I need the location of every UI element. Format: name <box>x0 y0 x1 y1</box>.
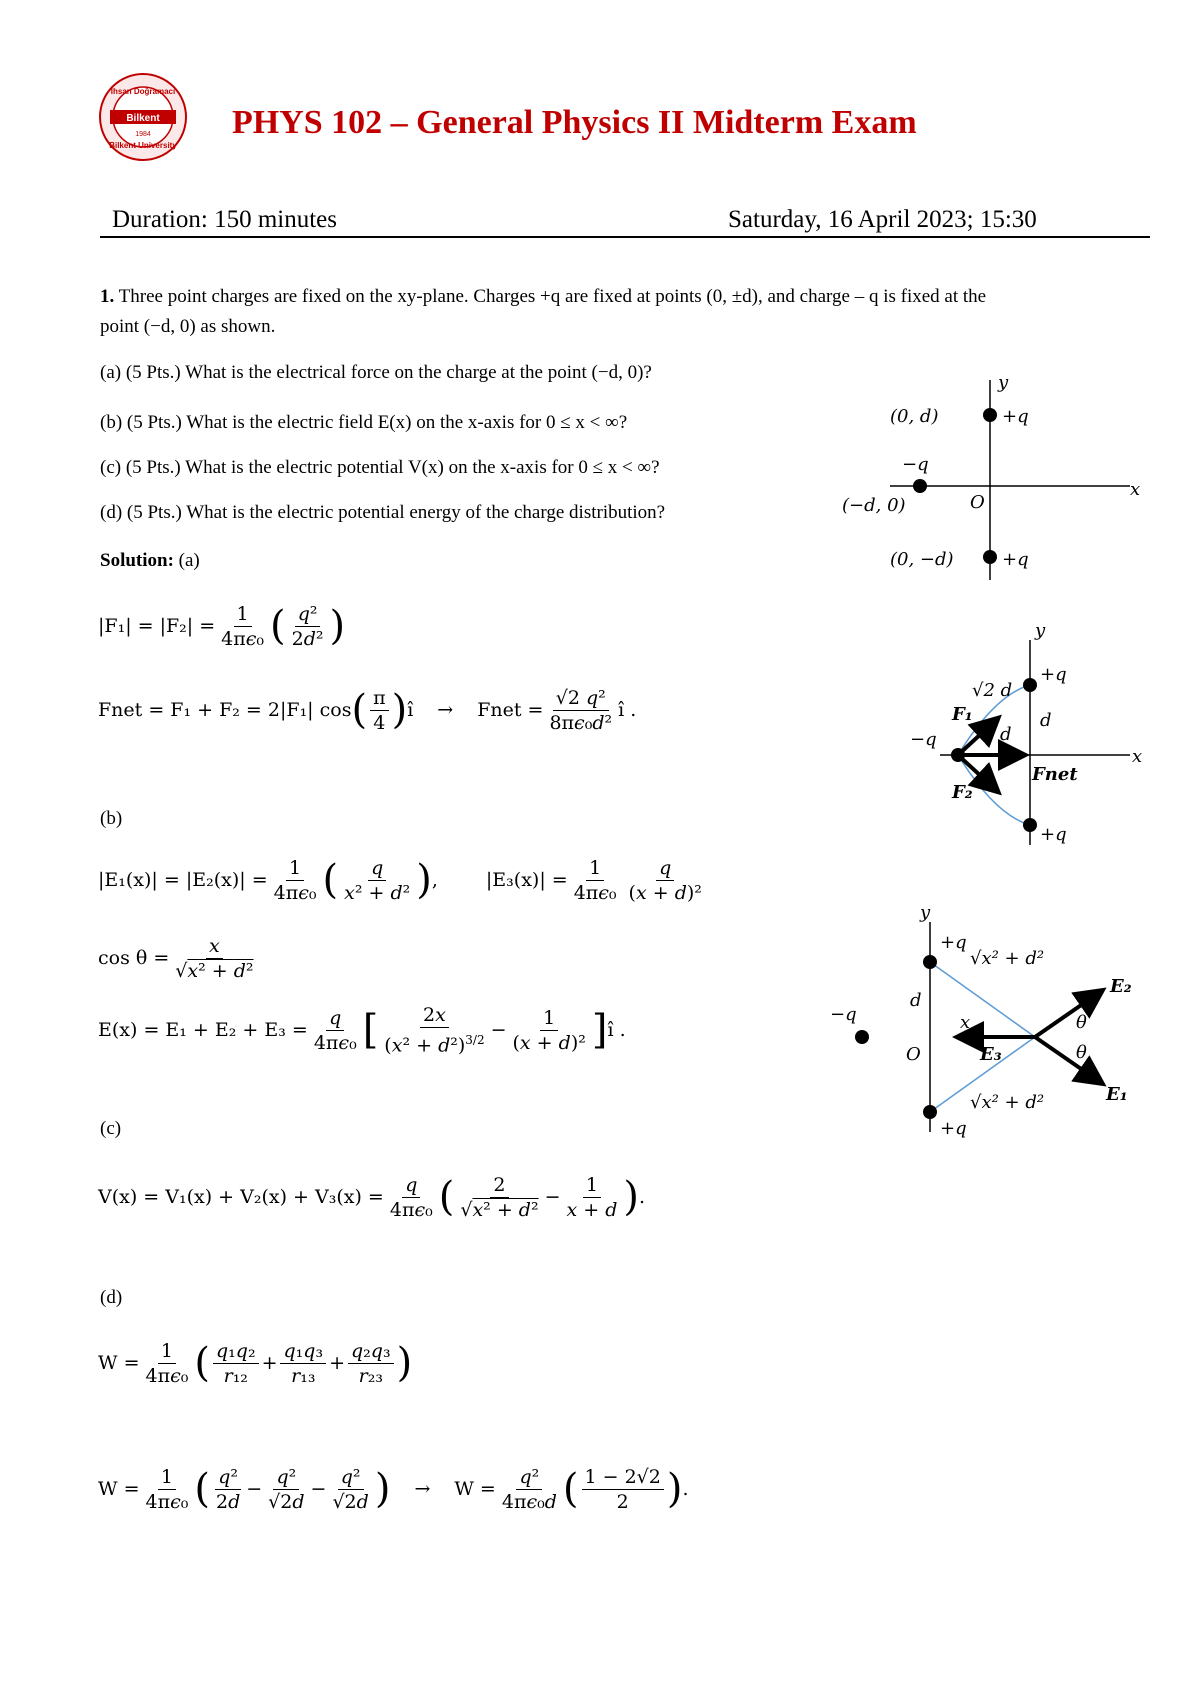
logo-year: 1984 <box>135 131 151 138</box>
d2-x-label: x <box>1132 746 1143 767</box>
exam-title: PHYS 102 – General Physics II Midterm Exam <box>232 104 917 141</box>
logo-text-top: İhsan Doğramacı <box>110 87 176 96</box>
f1-arrow <box>958 720 996 755</box>
d3-top-charge: +q <box>940 932 967 953</box>
eq-b2-lhs: cos θ = <box>98 947 170 969</box>
duration-text: Duration: 150 minutes <box>112 206 337 233</box>
d2-top-charge: +q <box>1040 664 1067 685</box>
field-diagram <box>820 900 1150 1140</box>
d1-top-coord: (0, d) <box>890 406 939 427</box>
equation-a1: |F₁| = |F₂| = $\frac{1}{\text{4πϵ₀}}$ ( $\frac{\text{q²}}{\text{2d²}}$ ) <box>98 602 346 650</box>
question-d: (d) (5 Pts.) What is the electric potential energy of the charge distribution? <box>100 502 666 523</box>
equation-c1: V(x) = V₁(x) + V₂(x) + V₃(x) = $\frac{q}{\text{4πϵ₀}}$ ( $\frac{2}{\text{√x² + d²}}$ − $\frac{1}{x + d}$ ) . <box>98 1173 646 1221</box>
d2-hyp-label: √2 d <box>972 680 1013 701</box>
question-b: (b) (5 Pts.) What is the electric field E(x) on the x-axis for 0 ≤ x < ∞? <box>100 412 628 433</box>
problem-statement-text: Three point charges are fixed on the xy-plane. Charges +q are fixed at points (0, ±d), and charge – q is fixed at the <box>118 286 987 307</box>
d1-top-charge: +q <box>1002 406 1029 427</box>
d1-x-label: x <box>1130 479 1141 500</box>
charge-top <box>983 408 997 422</box>
solution-part-d-label: (d) <box>100 1287 123 1308</box>
problem-number: 1. <box>100 286 115 307</box>
question-a: (a) (5 Pts.) What is the electrical force on the charge at the point (−d, 0)? <box>100 362 652 383</box>
charge-bottom <box>983 550 997 564</box>
eq-a2-lhs: Fnet = F₁ + F₂ = 2|F₁| cos <box>98 699 352 721</box>
d1-bottom-charge: +q <box>1002 549 1029 570</box>
d3-d-label: d <box>910 990 922 1011</box>
problem-statement-line2: point (−d, 0) as shown. <box>100 316 276 337</box>
d3-e3-label: E₃ <box>980 1044 1002 1065</box>
d3-e2-label: E₂ <box>1110 976 1132 997</box>
solution-label: Solution: <box>100 550 174 571</box>
eq-c1-lhs: V(x) = V₁(x) + V₂(x) + V₃(x) = <box>98 1186 384 1208</box>
d3-theta-bottom: θ <box>1076 1042 1087 1063</box>
d2-fnet-label: Fnet <box>1032 764 1078 785</box>
e1-arrow <box>1035 1037 1100 1082</box>
equation-b3: E(x) = E₁ + E₂ + E₃ = $\frac{q}{\text{4πϵ₀}}$ [ $\frac{2x}{(x^2 + d^2)^{3/2}}$ − $\frac{1}{\text{(x + d)²}}$ ] î . <box>98 1003 626 1057</box>
d3-line-top <box>930 962 1035 1037</box>
equation-b2: cos θ = $\frac{x}{\text{√x² + d²}}$ <box>98 934 254 982</box>
eq-a1-lhs: |F₁| = |F₂| = <box>98 615 216 637</box>
d2-bottom-charge: +q <box>1040 824 1067 845</box>
d3-hyp-top: √x² + d² <box>970 948 1045 969</box>
charge-configuration-diagram <box>830 370 1150 590</box>
eq-d2-rhs-lhs: W = <box>454 1478 496 1500</box>
d2-f1-label: F₁ <box>952 704 973 725</box>
d2-inner-label: d <box>1000 724 1012 745</box>
header-divider <box>100 236 1150 238</box>
e2-arrow <box>1035 992 1100 1037</box>
logo-band: Bilkent <box>126 113 160 124</box>
d3-bottom-charge: +q <box>940 1118 967 1139</box>
equation-b1: |E₁(x)| = |E₂(x)| = $\frac{1}{\text{4πϵ₀}}$ ( $\frac{q}{\text{x² + d²}}$ ) , |E₃(x)| = $\frac{1}{\text{4πϵ₀}}$ $\frac{q}{\text{(x + d)²}}$ <box>98 856 702 904</box>
university-logo <box>98 72 188 162</box>
d3-e1-label: E₁ <box>1106 1084 1128 1105</box>
logo-text-bottom: Bilkent University <box>109 141 177 150</box>
solution-part-a-label: (a) <box>178 550 200 571</box>
charge-left <box>913 479 927 493</box>
question-c: (c) (5 Pts.) What is the electric potential V(x) on the x-axis for 0 ≤ x < ∞? <box>100 457 660 478</box>
solution-heading <box>100 546 200 576</box>
d3-left-charge: −q <box>830 1004 857 1025</box>
d3-theta-top: θ <box>1076 1012 1087 1033</box>
d2-side-label: d <box>1040 710 1052 731</box>
eq-b1-rhs-lhs: |E₃(x)| = <box>485 869 568 891</box>
d3-origin: O <box>906 1044 921 1065</box>
equation-d1: W = $\frac{1}{\text{4πϵ₀}}$ ( $\frac{\text{q₁q₂}}{\text{r₁₂}}$ + $\frac{\text{q₁q₃}}{\text{r₁₃}}$ + $\frac{\text{q₂q₃}}{\text{r₂₃}}$ ) <box>98 1339 413 1387</box>
eq-b1-lhs: |E₁(x)| = |E₂(x)| = <box>98 869 268 891</box>
d1-left-charge: −q <box>902 454 929 475</box>
eq-a2-arrow: → <box>437 699 454 721</box>
d1-left-coord: (−d, 0) <box>842 495 906 516</box>
d2-y-label: y <box>1035 620 1046 641</box>
d1-origin: O <box>970 492 985 513</box>
d3-hyp-bottom: √x² + d² <box>970 1092 1045 1113</box>
d2-left-charge: −q <box>910 729 937 750</box>
d1-bottom-coord: (0, −d) <box>890 549 954 570</box>
eq-b3-lhs: E(x) = E₁ + E₂ + E₃ = <box>98 1019 308 1041</box>
d3-x-label: x <box>960 1012 971 1033</box>
solution-part-b-label: (b) <box>100 808 123 829</box>
exam-date: Saturday, 16 April 2023; 15:30 <box>728 206 1037 233</box>
d2-f2-label: F₂ <box>952 782 973 803</box>
equation-a2: Fnet = F₁ + F₂ = 2|F₁| cos ( $\frac{\pi}{4}$ ) î → Fnet = $\frac{\text{√2 q²}}{\text{8πϵ₀d²}}$ î . <box>98 686 637 734</box>
eq-d2-lhs: W = <box>98 1478 140 1500</box>
solution-part-c-label: (c) <box>100 1118 122 1139</box>
d1-y-label: y <box>998 372 1009 393</box>
d3-y-label: y <box>920 902 931 923</box>
problem-statement-line1 <box>100 282 986 312</box>
force-diagram <box>900 620 1150 850</box>
eq-d2-arrow: → <box>414 1478 431 1500</box>
eq-d1-lhs: W = <box>98 1352 140 1374</box>
equation-d2: W = $\frac{1}{\text{4πϵ₀}}$ ( $\frac{\text{q²}}{2d}$ − $\frac{\text{q²}}{√2d}$ − $\frac{\text{q²}}{√2d}$ ) → W = $\frac{\text{q²}}{\text{4πϵ₀d}}$ ( $\frac{1 - 2√2}{2}$ ) . <box>98 1465 689 1513</box>
eq-a2-rhs-lhs: Fnet = <box>477 699 544 721</box>
